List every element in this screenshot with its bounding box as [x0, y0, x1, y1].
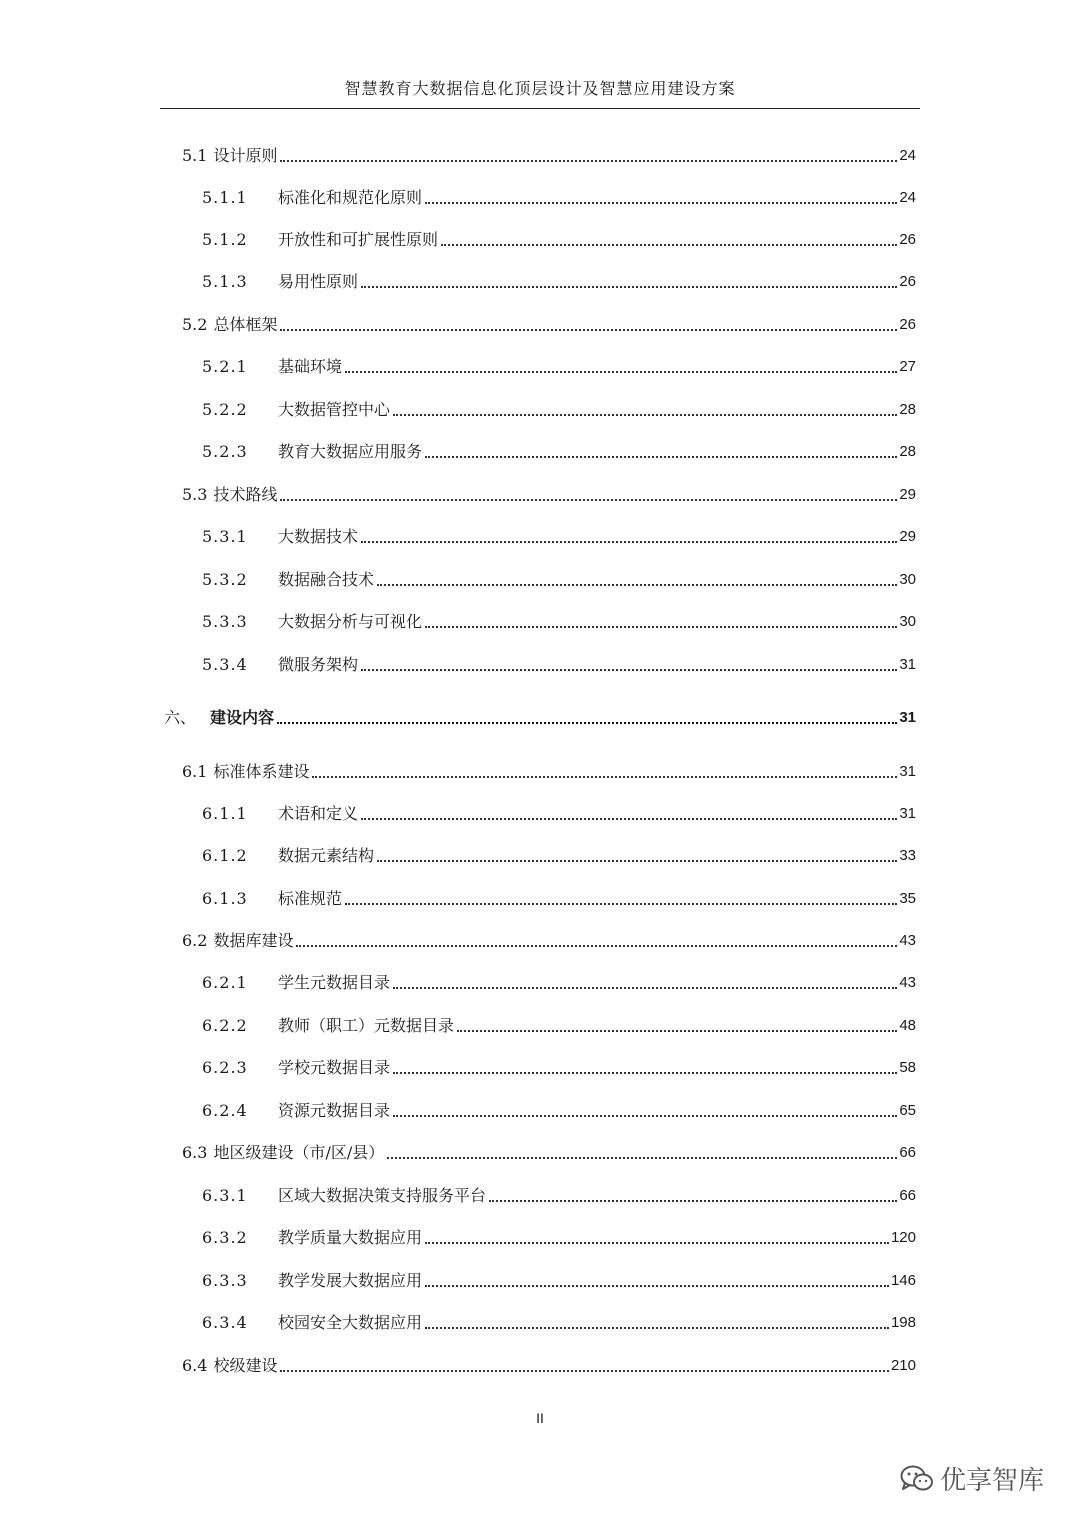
toc-entry-title: 教师（职工）元数据目录 — [278, 1016, 455, 1035]
toc-entry-page: 198 — [890, 1314, 916, 1331]
toc-entry-number: 5.3.1 — [202, 527, 248, 546]
toc-entry[interactable] — [202, 842, 916, 866]
toc-dot-leader — [425, 626, 897, 628]
toc-dot-leader — [345, 371, 897, 373]
toc-dot-leader — [441, 244, 897, 246]
toc-dot-leader — [280, 329, 897, 331]
watermark — [900, 1460, 1044, 1497]
toc-entry-title: 教学发展大数据应用 — [278, 1271, 423, 1290]
toc-dot-leader — [312, 776, 897, 778]
toc-entry-title: 区域大数据决策支持服务平台 — [278, 1186, 487, 1205]
toc-entry-page: 26 — [899, 231, 916, 248]
toc-dot-leader — [277, 722, 897, 724]
toc-entry[interactable] — [182, 1352, 916, 1376]
toc-entry[interactable] — [202, 1309, 916, 1333]
toc-entry-number: 6.2 — [182, 931, 208, 950]
toc-dot-leader — [361, 541, 897, 543]
toc-entry[interactable] — [202, 438, 916, 462]
toc-entry-number: 六、 — [164, 708, 197, 727]
toc-entry-number: 6.3.2 — [202, 1228, 248, 1247]
toc-dot-leader — [280, 160, 897, 162]
toc-entry-number: 5.3.3 — [202, 612, 248, 631]
toc-entry-number: 5.2 — [182, 315, 208, 334]
watermark-text: 优享智库 — [939, 1466, 1044, 1496]
toc-entry-number: 5.2.2 — [202, 400, 248, 419]
toc-entry-title: 数据库建设 — [213, 931, 294, 950]
toc-entry[interactable] — [202, 1054, 916, 1078]
toc-entry-number: 6.1 — [182, 762, 208, 781]
toc-entry-number: 5.3 — [182, 485, 208, 504]
toc-entry-page: 35 — [899, 890, 916, 907]
toc-dot-leader — [377, 584, 897, 586]
toc-dot-leader — [361, 818, 897, 820]
toc-entry-title: 大数据技术 — [278, 527, 359, 546]
toc-entry-title: 标准体系建设 — [213, 762, 310, 781]
toc-entry-number: 5.3.4 — [202, 655, 248, 674]
toc-entry-title: 数据元素结构 — [278, 846, 375, 865]
toc-entry-page: 31 — [899, 709, 916, 726]
toc-entry-number: 5.1 — [182, 146, 208, 165]
toc-entry-number: 6.3.3 — [202, 1271, 248, 1290]
toc-entry[interactable] — [202, 1224, 916, 1248]
toc-entry-page: 58 — [899, 1059, 916, 1076]
header-title: 智慧教育大数据信息化顶层设计及智慧应用建设方案 — [344, 79, 736, 98]
toc-dot-leader — [280, 499, 897, 501]
toc-entry[interactable] — [202, 396, 916, 420]
toc-dot-leader — [425, 202, 897, 204]
toc-entry-number: 5.1.1 — [202, 188, 248, 207]
toc-entry-number: 6.2.3 — [202, 1058, 248, 1077]
toc-entry-title: 设计原则 — [213, 146, 278, 165]
toc-dot-leader — [296, 945, 897, 947]
toc-entry-title: 大数据分析与可视化 — [278, 612, 423, 631]
toc-dot-leader — [280, 1370, 889, 1372]
toc-dot-leader — [377, 860, 897, 862]
toc-entry[interactable] — [202, 1267, 916, 1291]
toc-entry-number: 6.1.3 — [202, 889, 248, 908]
toc-entry[interactable] — [202, 1012, 916, 1036]
toc-entry[interactable] — [202, 184, 916, 208]
toc-entry[interactable] — [182, 311, 916, 335]
toc-entry-page: 26 — [899, 273, 916, 290]
toc-dot-leader — [361, 669, 897, 671]
toc-entry-page: 29 — [899, 528, 916, 545]
toc-entry-number: 6.2.2 — [202, 1016, 248, 1035]
toc-entry-number: 6.3 — [182, 1143, 208, 1162]
toc-entry[interactable] — [202, 523, 916, 547]
toc-entry[interactable] — [182, 481, 916, 505]
toc-entry-title: 建设内容 — [210, 708, 275, 727]
toc-entry-title: 总体框架 — [213, 315, 278, 334]
toc-entry-title: 技术路线 — [213, 485, 278, 504]
toc-entry-page: 43 — [899, 974, 916, 991]
toc-entry-title: 地区级建设（市/区/县） — [213, 1143, 385, 1162]
wechat-icon — [900, 1464, 934, 1494]
toc-entry-number: 5.2.3 — [202, 442, 248, 461]
toc-entry-title: 教育大数据应用服务 — [278, 442, 423, 461]
toc-entry-number: 5.2.1 — [202, 357, 248, 376]
toc-entry-title: 教学质量大数据应用 — [278, 1228, 423, 1247]
toc-entry-number: 5.1.2 — [202, 230, 248, 249]
toc-entry[interactable] — [182, 758, 916, 782]
toc-dot-leader — [345, 903, 897, 905]
toc-entry-title: 术语和定义 — [278, 804, 359, 823]
toc-entry-number: 5.3.2 — [202, 570, 248, 589]
toc-entry-number: 6.2.4 — [202, 1101, 248, 1120]
toc-entry-title: 校园安全大数据应用 — [278, 1313, 423, 1332]
footer-page-number: II — [536, 1410, 544, 1426]
toc-entry[interactable] — [202, 268, 916, 292]
toc-entry-page: 65 — [899, 1102, 916, 1119]
toc-dot-leader — [393, 1115, 897, 1117]
toc-entry-number: 6.1.2 — [202, 846, 248, 865]
toc-entry-number: 6.3.4 — [202, 1313, 248, 1332]
toc-entry-page: 26 — [899, 316, 916, 333]
toc-entry-page: 31 — [899, 763, 916, 780]
toc-dot-leader — [361, 286, 897, 288]
toc-entry[interactable] — [182, 142, 916, 166]
toc-entry[interactable] — [164, 704, 916, 728]
toc-entry-title: 微服务架构 — [278, 655, 359, 674]
toc-entry-page: 33 — [899, 847, 916, 864]
toc-entry-page: 24 — [899, 189, 916, 206]
toc-dot-leader — [393, 987, 897, 989]
toc-entry-page: 27 — [899, 358, 916, 375]
toc-entry-page: 31 — [899, 805, 916, 822]
toc-dot-leader — [387, 1157, 897, 1159]
toc-entry-title: 学生元数据目录 — [278, 973, 391, 992]
toc-entry[interactable] — [202, 353, 916, 377]
toc-entry-page: 24 — [899, 147, 916, 164]
toc-entry-page: 210 — [890, 1357, 916, 1374]
toc-dot-leader — [425, 1285, 889, 1287]
toc-entry-page: 48 — [899, 1017, 916, 1034]
toc-entry[interactable] — [202, 651, 916, 675]
toc-entry-page: 120 — [890, 1229, 916, 1246]
toc-dot-leader — [393, 414, 897, 416]
toc-dot-leader — [425, 1242, 889, 1244]
toc-entry-title: 学校元数据目录 — [278, 1058, 391, 1077]
toc-entry-title: 基础环境 — [278, 357, 343, 376]
toc-entry-title: 资源元数据目录 — [278, 1101, 391, 1120]
toc-entry[interactable] — [182, 1139, 916, 1163]
toc-entry-number: 5.1.3 — [202, 272, 248, 291]
toc-entry-number: 6.3.1 — [202, 1186, 248, 1205]
toc-entry[interactable] — [202, 1182, 916, 1206]
toc-entry-title: 数据融合技术 — [278, 570, 375, 589]
toc-entry-page: 66 — [899, 1144, 916, 1161]
toc-entry-page: 146 — [890, 1272, 916, 1289]
toc-dot-leader — [457, 1030, 897, 1032]
toc-entry-title: 校级建设 — [213, 1356, 278, 1375]
toc-dot-leader — [489, 1200, 897, 1202]
toc-entry-number: 6.2.1 — [202, 973, 248, 992]
toc-dot-leader — [393, 1072, 897, 1074]
toc-entry-page: 29 — [899, 486, 916, 503]
toc-entry-title: 标准化和规范化原则 — [278, 188, 423, 207]
toc-entry-title: 标准规范 — [278, 889, 343, 908]
toc-entry[interactable] — [202, 885, 916, 909]
toc-entry-title: 易用性原则 — [278, 272, 359, 291]
toc-entry-page: 28 — [899, 401, 916, 418]
toc-entry-page: 30 — [899, 613, 916, 630]
toc-dot-leader — [425, 456, 897, 458]
toc-entry-number: 6.4 — [182, 1356, 208, 1375]
toc-entry[interactable] — [202, 800, 916, 824]
toc-entry-page: 31 — [899, 656, 916, 673]
toc-entry[interactable] — [202, 226, 916, 250]
toc-entry-page: 28 — [899, 443, 916, 460]
toc-entry-page: 43 — [899, 932, 916, 949]
toc-entry-title: 开放性和可扩展性原则 — [278, 230, 439, 249]
toc-entry[interactable] — [202, 608, 916, 632]
toc-entry[interactable] — [182, 927, 916, 951]
toc-entry-number: 6.1.1 — [202, 804, 248, 823]
toc-entry[interactable] — [202, 566, 916, 590]
toc-entry-page: 30 — [899, 571, 916, 588]
toc-dot-leader — [425, 1327, 889, 1329]
toc-entry[interactable] — [202, 969, 916, 993]
toc-entry[interactable] — [202, 1097, 916, 1121]
toc-entry-title: 大数据管控中心 — [278, 400, 391, 419]
toc-entry-page: 66 — [899, 1187, 916, 1204]
